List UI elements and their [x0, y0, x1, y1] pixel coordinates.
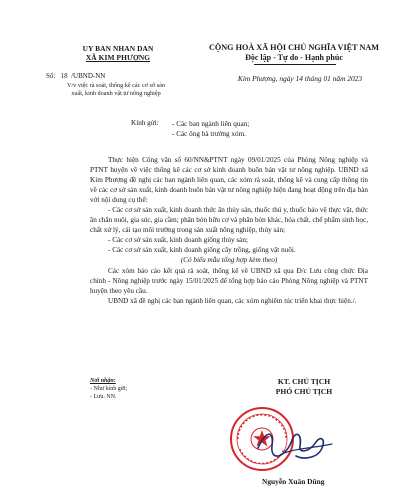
attachment-note: (Có biểu mẫu tổng hợp kèm theo)	[180, 256, 278, 265]
recipient-item: - Các ông bà trưởng xóm.	[172, 130, 246, 138]
motto-underline	[254, 64, 336, 65]
recipients-list	[172, 119, 249, 139]
nation-title: CỘNG HOÀ XÃ HỘI CHỦ NGHĨA VIỆT NAM	[208, 43, 380, 52]
place-and-date: Kim Phượng, ngày 14 tháng 01 năm 2023	[237, 74, 363, 83]
distribution-item: - Lưu. NN.	[90, 394, 117, 400]
doc-number-prefix: Số:	[46, 72, 56, 80]
document-number	[46, 72, 105, 81]
body-paragraph: Thực hiện Công văn số 60/NN&PTNT ngày 09/01/2025 của Phòng Nông nghiệp và PTNT huyện về việc thống kê các cơ sở kinh doanh buôn bán vật tư nông nghiệp. UBND xã Kim Phượng đề nghị các ban ngành liên quan, các xóm rà soát, thống kê và cung cấp thông tin về các cơ sở sản xuất, kinh doanh buôn bán vật tư nông nghiệp hiện đang hoạt động trên địa bàn với nội dung cụ thể:	[90, 156, 368, 205]
org-line-2: XÃ KIM PHƯỢNG	[85, 53, 151, 62]
body-list-item: - Các cơ sở sản xuất, kinh doanh giống cây trồng, giống vật nuôi.	[108, 246, 296, 255]
body-paragraph: UBND xã đề nghị các ban ngành liên quan, các xóm nghiêm túc triển khai thực hiện./.	[108, 296, 357, 305]
recipients-label: Kính gửi:	[131, 119, 159, 127]
doc-number-suffix: /UBND-NN	[71, 72, 106, 80]
document-body	[90, 155, 368, 306]
handwritten-signature-icon	[252, 418, 336, 466]
body-list-item: - Các cơ sở sản xuất, kinh doanh giống thủy sản;	[108, 236, 248, 245]
signature-block	[212, 377, 396, 396]
subject-line-1: V/v việc rà soát, thống kê các cơ sở sản	[67, 82, 165, 89]
org-line-1: UY BAN NHAN DAN	[82, 44, 154, 53]
doc-number-value: 18	[60, 72, 68, 80]
national-motto: Độc lập - Tự do - Hạnh phúc	[245, 53, 343, 62]
recipient-item: - Các ban ngành liên quan;	[172, 120, 250, 128]
issuing-organization	[48, 44, 188, 62]
distribution-list	[90, 377, 127, 401]
distribution-item: - Như kính gửi;	[90, 386, 128, 392]
national-header	[196, 42, 392, 63]
signer-title-2: PHÓ CHỦ TỊCH	[275, 386, 333, 396]
body-paragraph: Các xóm báo cáo kết quả rà soát, thống kê về UBND xã qua Đ/c Lưu công chức Địa chính - Nông nghiệp trước ngày 15/01/2025 để tổng hợp báo cáo Phòng Nông nghiệp và PTNT huyện theo yêu cầu.	[90, 266, 368, 295]
signer-name: Nguyễn Xuân Dũng	[262, 477, 325, 486]
subject-line-2: xuất, kinh doanh vật tư nông nghiệp	[71, 90, 161, 97]
distribution-label: Nơi nhận:	[90, 378, 116, 384]
body-list-item: - Các cơ sở sản xuất, kinh doanh thức ăn thủy sản, thuốc thú y, thuốc bảo vệ thực vật, thức ăn chăn nuôi, gia súc, gia cầm; phân bón hữu cơ và phân bón khác, hóa chất, chế phẩm sinh học, chất xử lý, cải tạo môi trường trong sản xuất nông nghiệp, thủy sản;	[90, 206, 368, 235]
document-subject	[36, 82, 196, 98]
signer-title-1: KT. CHỦ TỊCH	[277, 377, 331, 386]
